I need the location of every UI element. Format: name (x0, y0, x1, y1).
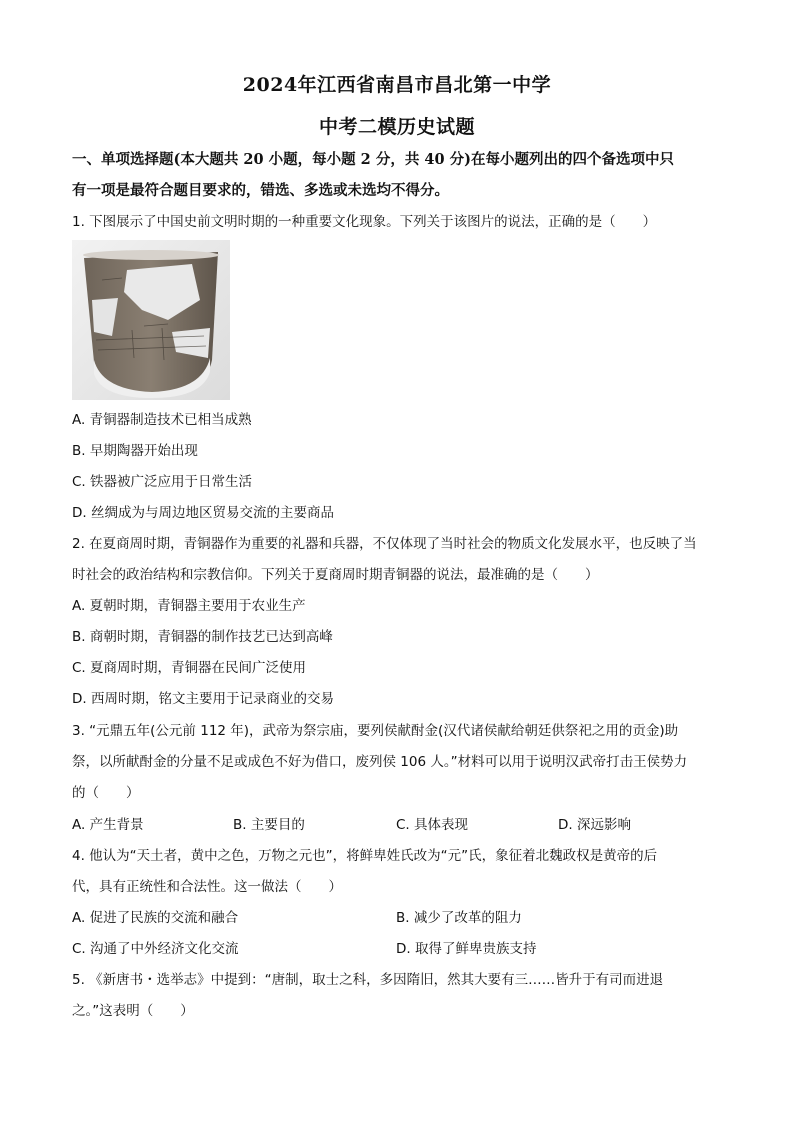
question-2-option-d: D. 西周时期，铭文主要用于记录商业的交易 (72, 691, 334, 707)
question-3-option-a: A. 产生背景 (72, 817, 144, 833)
question-4-option-d: D. 取得了鲜卑贵族支持 (396, 941, 537, 957)
question-3-option-c: C. 具体表现 (396, 817, 469, 833)
question-1-stem: 1. 下图展示了中国史前文明时期的一种重要文化现象。下列关于该图片的说法，正确的是（ ） (72, 214, 657, 230)
question-3-stem-line-1: 3. “元鼎五年(公元前 112 年)，武帝为祭宗庙，要列侯献酎金(汉代诸侯献给朝廷供祭祀之用的贡金)助 (72, 723, 679, 739)
question-3-option-b: B. 主要目的 (233, 817, 305, 833)
question-5-stem-line-2: 之。”这表明（ ） (72, 1003, 194, 1019)
question-3-option-d: D. 深远影响 (558, 817, 631, 833)
question-2-stem-line-1: 2. 在夏商周时期，青铜器作为重要的礼器和兵器，不仅体现了当时社会的物质文化发展水平，也反映了当 (72, 536, 697, 552)
question-4-option-c: C. 沟通了中外经济文化交流 (72, 941, 239, 957)
question-1-option-d: D. 丝绸成为与周边地区贸易交流的主要商品 (72, 505, 334, 521)
question-4-stem-line-1: 4. 他认为“天土者，黄中之色，万物之元也”，将鲜卑姓氏改为“元”氏，象征着北魏政权是黄帝的后 (72, 848, 658, 864)
question-4-stem-line-2: 代，具有正统性和合法性。这一做法（ ） (72, 879, 342, 895)
question-1-option-a: A. 青铜器制造技术已相当成熟 (72, 412, 252, 428)
question-4-option-b: B. 减少了改革的阻力 (396, 910, 522, 926)
pottery-vessel-icon (72, 240, 230, 400)
question-2-stem-line-2: 时社会的政治结构和宗教信仰。下列关于夏商周时期青铜器的说法，最准确的是（ ） (72, 567, 599, 583)
question-1-option-c: C. 铁器被广泛应用于日常生活 (72, 474, 253, 490)
question-3-stem-line-2: 祭，以所献酎金的分量不足或成色不好为借口，废列侯 106 人。”材料可以用于说明汉武帝打击王侯势力 (72, 754, 688, 770)
question-1-option-b: B. 早期陶器开始出现 (72, 443, 198, 459)
question-2-option-b: B. 商朝时期，青铜器的制作技艺已达到高峰 (72, 629, 333, 645)
question-3-stem-line-3: 的（ ） (72, 785, 140, 801)
page-subtitle: 中考二模历史试题 (318, 116, 475, 138)
question-2-option-c: C. 夏商周时期，青铜器在民间广泛使用 (72, 660, 307, 676)
page-title: 2024年江西省南昌市昌北第一中学 (242, 74, 552, 96)
question-2-option-a: A. 夏朝时期，青铜器主要用于农业生产 (72, 598, 306, 614)
section-instruction-line-2: 有一项是最符合题目要求的，错选、多选或未选均不得分。 (72, 182, 449, 199)
ancient-pottery-image (72, 240, 230, 400)
section-instruction-line-1: 一、单项选择题(本大题共 20 小题，每小题 2 分，共 40 分)在每小题列出的四个备选项中只 (72, 151, 674, 168)
question-4-option-a: A. 促进了民族的交流和融合 (72, 910, 239, 926)
question-5-stem-line-1: 5. 《新唐书・选举志》中提到：“唐制，取士之科，多因隋旧，然其大要有三……皆升于有司而进退 (72, 972, 664, 988)
